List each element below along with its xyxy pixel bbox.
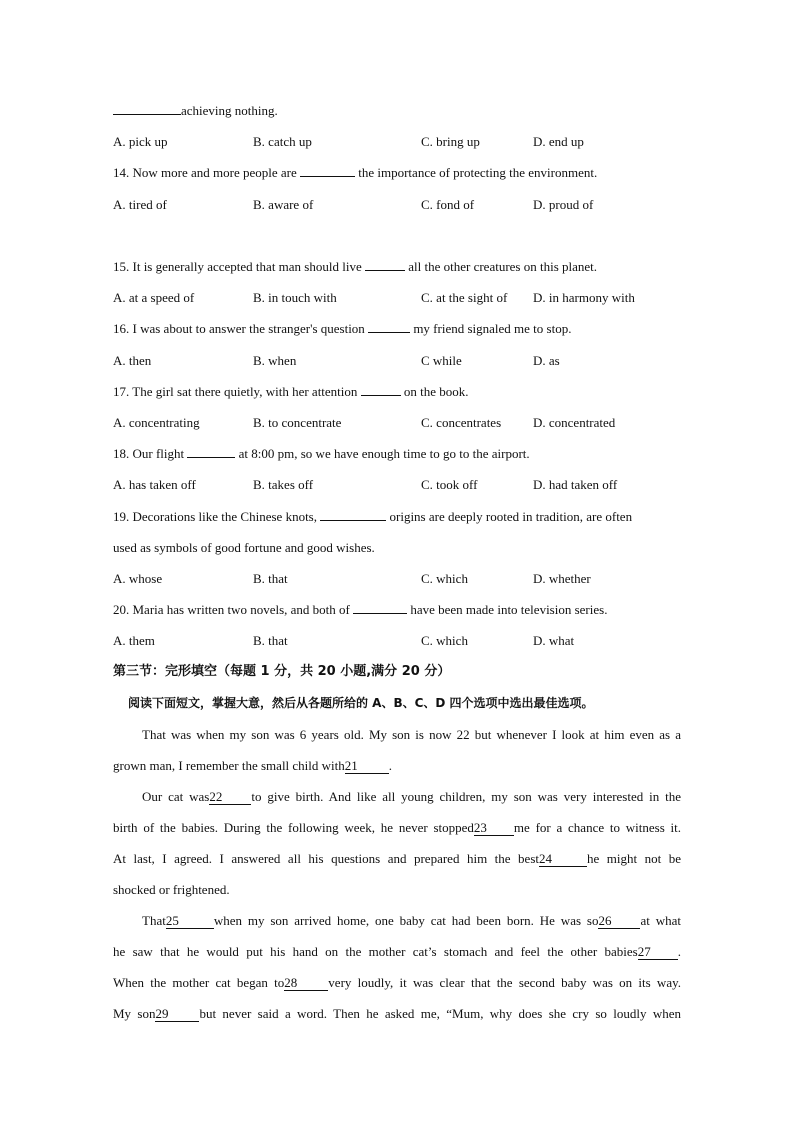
passage-text: . <box>677 944 681 959</box>
cloze-blank-22: 22 <box>209 790 251 805</box>
q14-stem-end: the importance of protecting the environment. <box>358 165 598 180</box>
cloze-blank-25: 25 <box>166 914 214 929</box>
passage-text: but never said a word. Then he asked me, “Mum, why does she cry so loudly when <box>199 1006 681 1021</box>
option-c: C. bring up <box>421 134 480 149</box>
option-b: B. aware of <box>253 197 314 212</box>
question-19-line-2 <box>113 539 684 557</box>
option-c: C. which <box>421 571 468 586</box>
option-c: C. which <box>421 633 468 648</box>
question-18-options <box>113 476 693 494</box>
question-14 <box>113 164 684 182</box>
question-15 <box>113 258 684 276</box>
q17-stem-end: on the book. <box>403 384 469 399</box>
question-19 <box>113 508 684 526</box>
passage-line <box>113 881 681 912</box>
q20-stem-start: 20. Maria has written two novels, and both of <box>113 602 350 617</box>
question-19-options <box>113 570 693 588</box>
q14-stem-start: 14. Now more and more people are <box>113 165 297 180</box>
option-a: A. pick up <box>113 134 168 149</box>
passage-line <box>113 943 681 974</box>
q18-stem-start: 18. Our flight <box>113 446 185 461</box>
option-d: D. concentrated <box>533 415 616 430</box>
question-14-options <box>113 196 693 214</box>
q20-stem-end: have been made into television series. <box>410 602 608 617</box>
option-a: A. at a speed of <box>113 290 195 305</box>
option-d: D. in harmony with <box>533 290 635 305</box>
option-a: A. then <box>113 353 152 368</box>
passage-line <box>113 912 681 943</box>
passage-text: grown man, I remember the small child with <box>113 758 345 773</box>
passage-line <box>113 1005 681 1036</box>
passage-line <box>113 726 681 757</box>
cloze-blank-23: 23 <box>474 821 514 836</box>
q13-text: achieving nothing. <box>181 103 278 118</box>
question-17 <box>113 383 684 401</box>
q18-stem-end: at 8:00 pm, so we have enough time to go to the airport. <box>238 446 530 461</box>
passage-line <box>113 819 681 850</box>
cloze-blank-27: 27 <box>638 945 678 960</box>
passage-line <box>113 757 681 788</box>
q15-stem-end: all the other creatures on this planet. <box>408 259 598 274</box>
cloze-blank-28: 28 <box>284 976 328 991</box>
option-c: C. took off <box>421 477 478 492</box>
passage-text: very loudly, it was clear that the second baby was on its way. <box>328 975 681 990</box>
option-b: B. catch up <box>253 134 312 149</box>
passage-text: That <box>142 913 166 928</box>
option-a: A. has taken off <box>113 477 196 492</box>
passage-text: When the mother cat began to <box>113 975 285 990</box>
option-c: C. at the sight of <box>421 290 508 305</box>
passage-text: to give birth. And like all young children, my son was very interested in the <box>251 789 682 804</box>
passage-line <box>113 788 681 819</box>
passage-text: when my son arrived home, one baby cat had been born. He was so <box>213 913 599 928</box>
passage-text: . <box>388 758 393 773</box>
option-d: D. as <box>533 353 560 368</box>
option-d: D. proud of <box>533 197 594 212</box>
option-c: C. concentrates <box>421 415 502 430</box>
passage-line <box>113 974 681 1005</box>
q16-stem-end: my friend signaled me to stop. <box>413 321 572 336</box>
option-d: D. whether <box>533 571 591 586</box>
option-b: B. that <box>253 633 288 648</box>
option-a: A. concentrating <box>113 415 200 430</box>
cloze-passage <box>113 726 681 1036</box>
question-18 <box>113 445 684 463</box>
answer-blank <box>365 258 405 271</box>
question-16 <box>113 320 684 338</box>
answer-blank <box>368 320 410 333</box>
answer-blank <box>361 383 401 396</box>
passage-text: birth of the babies. During the following week, he never stopped <box>113 820 474 835</box>
cloze-blank-29: 29 <box>155 1007 199 1022</box>
question-20 <box>113 601 684 619</box>
q19-stem-end: origins are deeply rooted in tradition, are often <box>389 509 633 524</box>
passage-text: My son <box>113 1006 156 1021</box>
passage-line <box>113 850 681 881</box>
option-b: B. takes off <box>253 477 314 492</box>
passage-text: he saw that he would put his hand on the mother cat’s stomach and feel the other babies <box>113 944 638 959</box>
option-b: B. in touch with <box>253 290 337 305</box>
option-b: B. that <box>253 571 288 586</box>
answer-blank <box>353 601 407 614</box>
section-instructions: 阅读下面短文，掌握大意，然后从各题所给的 A、B、C、D 四个选项中选出最佳选项。 <box>128 696 594 710</box>
cloze-blank-26: 26 <box>598 914 640 929</box>
cloze-blank-21: 21 <box>345 759 389 774</box>
passage-text: at what <box>640 913 681 928</box>
section-heading: 第三节：完形填空（每题 1 分，共 20 小题,满分 20 分） <box>113 664 451 679</box>
question-13-continuation <box>113 102 684 120</box>
passage-text: That was when my son was 6 years old. My son is now 22 but whenever I look at him even as a <box>142 727 681 742</box>
q16-stem-start: 16. I was about to answer the stranger's question <box>113 321 365 336</box>
passage-text: he might not be <box>587 851 681 866</box>
option-d: D. end up <box>533 134 584 149</box>
passage-text: Our cat was <box>142 789 210 804</box>
q19-stem-start: 19. Decorations like the Chinese knots, <box>113 509 317 524</box>
question-15-options <box>113 289 693 307</box>
option-a: A. them <box>113 633 155 648</box>
option-d: D. had taken off <box>533 477 618 492</box>
passage-text: shocked or frightened. <box>113 882 230 897</box>
answer-blank <box>320 508 386 521</box>
passage-text: me for a chance to witness it. <box>513 820 681 835</box>
cloze-blank-24: 24 <box>539 852 587 867</box>
question-20-options <box>113 632 693 650</box>
option-b: B. when <box>253 353 297 368</box>
answer-blank <box>113 102 181 115</box>
question-16-options <box>113 352 693 370</box>
option-c: C. fond of <box>421 197 475 212</box>
answer-blank <box>187 445 235 458</box>
q19-stem-continuation: used as symbols of good fortune and good wishes. <box>113 540 375 555</box>
passage-text: At last, I agreed. I answered all his questions and prepared him the best <box>113 851 539 866</box>
question-17-options <box>113 414 693 432</box>
answer-blank <box>300 164 355 177</box>
q15-stem-start: 15. It is generally accepted that man should live <box>113 259 362 274</box>
question-13-options <box>113 133 693 151</box>
option-b: B. to concentrate <box>253 415 342 430</box>
option-a: A. tired of <box>113 197 167 212</box>
q17-stem-start: 17. The girl sat there quietly, with her attention <box>113 384 358 399</box>
option-c: C while <box>421 353 462 368</box>
option-a: A. whose <box>113 571 163 586</box>
option-d: D. what <box>533 633 575 648</box>
